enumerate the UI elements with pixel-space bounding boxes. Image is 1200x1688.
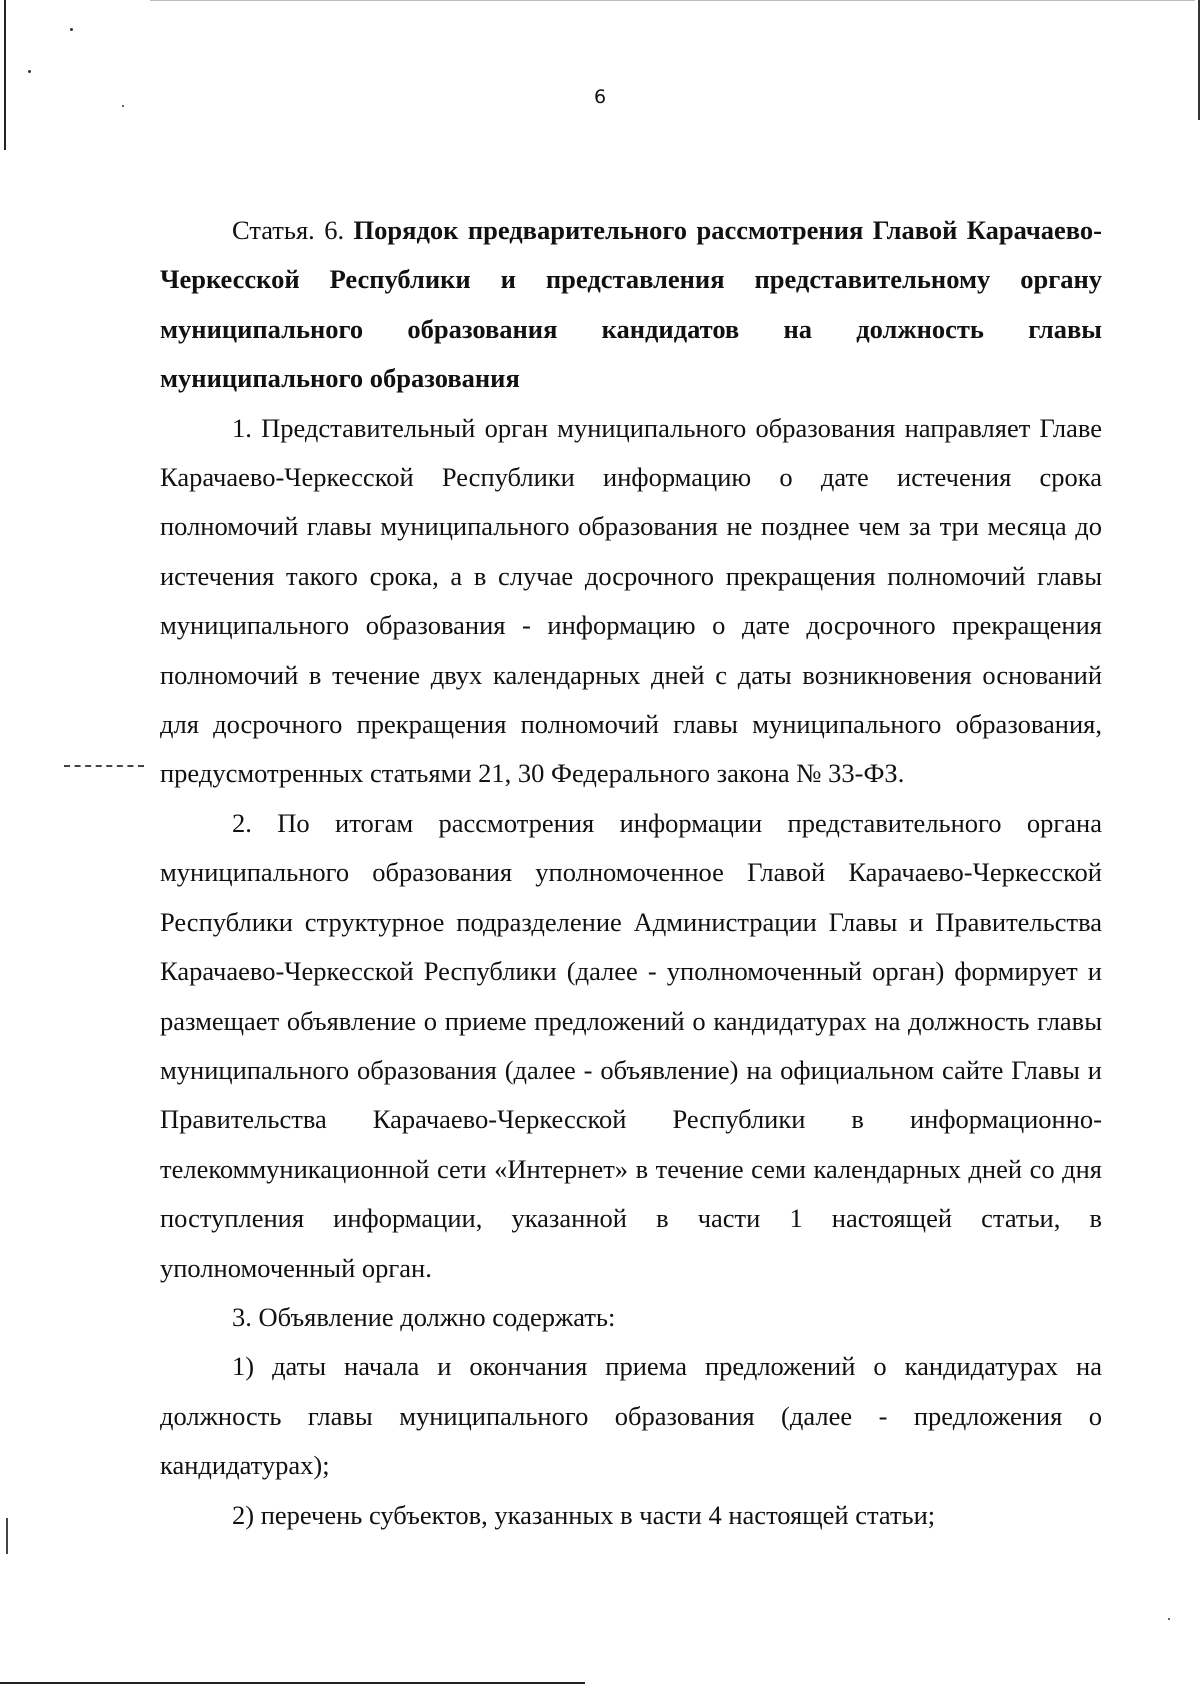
- scan-speck: [122, 105, 124, 107]
- scan-edge-top: [150, 0, 1195, 1]
- scan-edge-bottom: [0, 1682, 585, 1684]
- scan-speck: [70, 28, 73, 31]
- paragraph-3-item-2: 2) перечень субъектов, указанных в части 4 настоящей статьи;: [232, 1499, 936, 1530]
- paragraph-2: 2. По итогам рассмотрения информации представительного органа муниципального образования уполномоченное Главой Карачаево-Черкесской Республики структурное подразделение Администрации Главы и Правительства Карачаево-Черкесской Республики (далее - уполномоченный орган) формирует и размещает объявление о приеме предложений о кандидатурах на должность главы муниципального образования (далее - объявление) на официальном сайте Главы и Правительства Карачаево-Черкесской Республики в информационно-телекоммуникационной сети «Интернет» в течение семи календарных дней со дня поступления информации, указанной в части 1 настоящей статьи, в уполномоченный орган.: [160, 807, 1102, 1283]
- scan-edge-left: [4, 0, 6, 150]
- paragraph-3: 3. Объявление должно содержать:: [232, 1301, 616, 1332]
- article-label: Статья. 6.: [232, 215, 345, 245]
- article-heading: [160, 206, 1102, 404]
- page-number: 6: [593, 86, 607, 108]
- document-body: [160, 206, 1102, 1540]
- paragraph-3-item-1: 1) даты начала и окончания приема предложений о кандидатурах на должность главы муниципального образования (далее - предложения о кандидатурах);: [160, 1351, 1102, 1481]
- scan-speck: [1168, 1618, 1170, 1620]
- margin-dash-mark: [64, 765, 144, 767]
- scan-speck: [28, 70, 31, 73]
- article-title: Порядок предварительного рассмотрения Главой Карачаево-Черкесской Республики и представления представительному органу муниципального образования кандидатов на должность главы муниципального образования: [160, 215, 1103, 394]
- paragraph-1: 1. Представительный орган муниципального образования направляет Главе Карачаево-Черкесской Республики информацию о дате истечения срока полномочий главы муниципального образования не позднее чем за три месяца до истечения такого срока, а в случае досрочного прекращения полномочий главы муниципального образования - информацию о дате досрочного прекращения полномочий в течение двух календарных дней с даты возникновения оснований для досрочного прекращения полномочий главы муниципального образования, предусмотренных статьями 21, 30 Федерального закона № 33-ФЗ.: [160, 412, 1102, 789]
- scan-margin-mark: [6, 1518, 8, 1554]
